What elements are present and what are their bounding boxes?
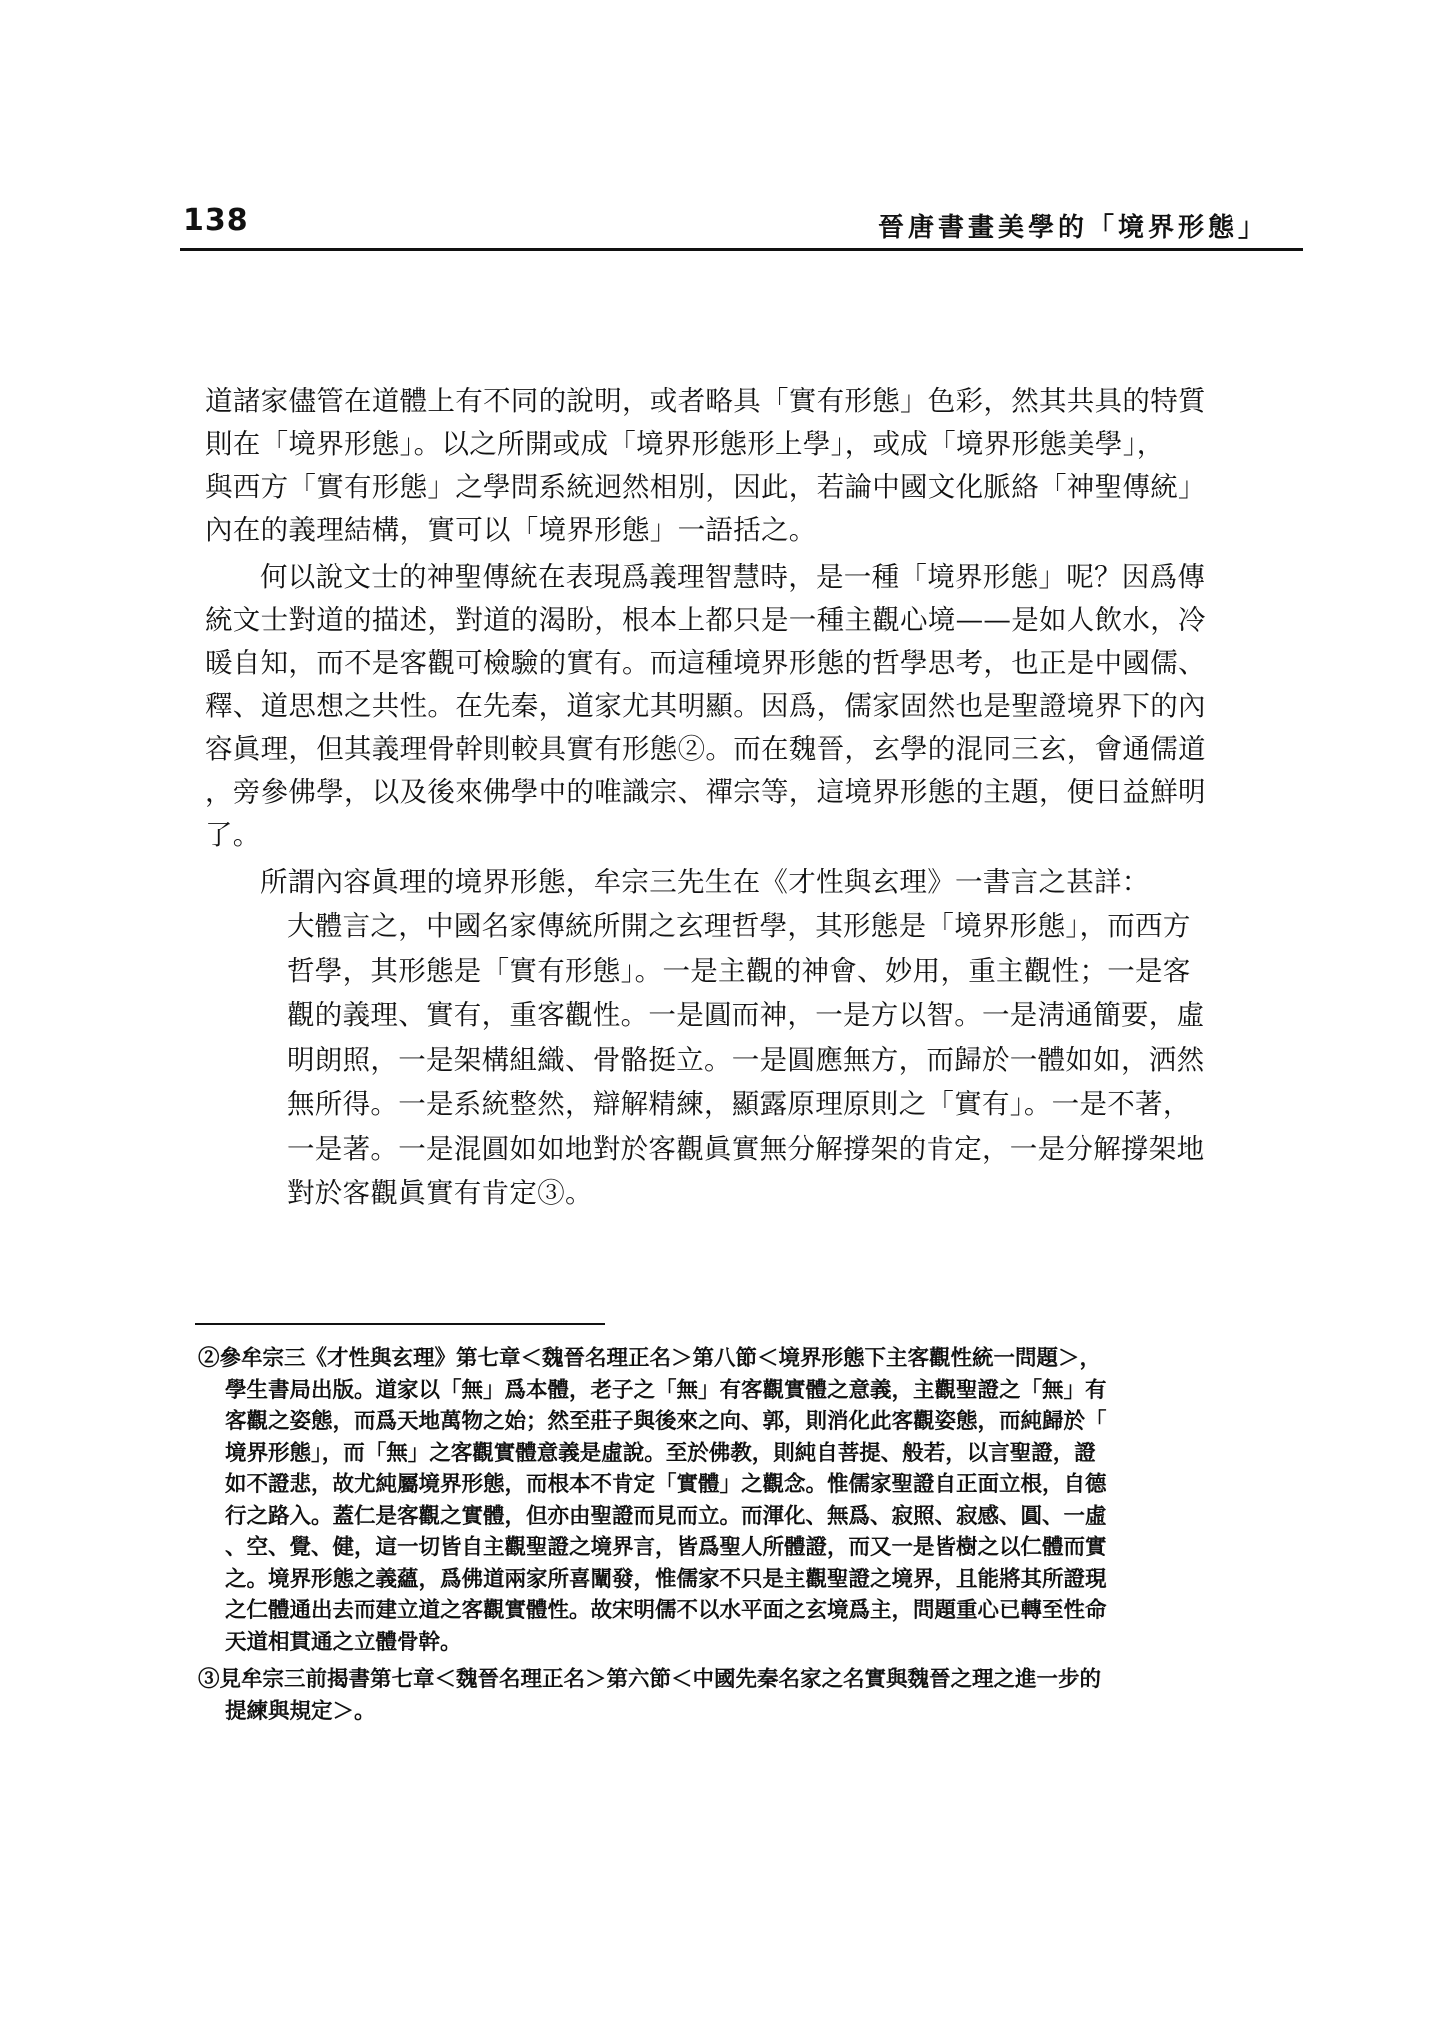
text-line: 暖自知，而不是客觀可檢驗的實有。而這種境界形態的哲學思考，也正是中國儒、 xyxy=(205,647,1206,679)
footnote-3 xyxy=(198,1664,1308,1727)
quote-line: 無所得。一是系統整然，辯解精練，顯露原理原則之「實有」。一是不著， xyxy=(287,1088,1191,1120)
footnote-line: 如不證悲，故尤純屬境界形態，而根本不肯定「實體」之觀念。惟儒家聖證自正面立根，自德 xyxy=(225,1472,1107,1497)
text-line: 道諸家儘管在道體上有不同的說明，或者略具「實有形態」色彩，然其共具的特質 xyxy=(205,385,1206,417)
footnote-line: 境界形態」，而「無」之客觀實體意義是虛說。至於佛教，則純自菩提、般若，以言聖證，證 xyxy=(225,1440,1096,1466)
text-line: ，旁參佛學，以及後來佛學中的唯識宗、禪宗等，這境界形態的主題，便日益鮮明 xyxy=(205,776,1206,808)
footnotes xyxy=(198,1343,1308,1727)
page-number: 138 xyxy=(183,203,249,238)
text-line: 了。 xyxy=(205,819,261,851)
paragraph-2 xyxy=(205,556,1290,857)
text-line: 釋、道思想之共性。在先秦，道家尤其明顯。因爲，儒家固然也是聖證境界下的內 xyxy=(205,690,1206,722)
footnote-line: 學生書局出版。道家以「無」爲本體，老子之「無」有客觀實體之意義，主觀聖證之「無」有 xyxy=(225,1377,1107,1403)
text-line: 何以說文士的神聖傳統在表現爲義理智慧時，是一種「境界形態」呢？因爲傳 xyxy=(260,561,1206,593)
main-text xyxy=(205,380,1290,1216)
text-line: 統文士對道的描述，對道的渴盼，根本上都只是一種主觀心境——是如人飲水，冷 xyxy=(205,604,1206,636)
footnote-line: 之仁體通出去而建立道之客觀實體性。故宋明儒不以水平面之玄境爲主，問題重心已轉至性命 xyxy=(225,1598,1107,1623)
footnote-line: 行之路入。蓋仁是客觀之實體，但亦由聖證而見而立。而渾化、無爲、寂照、寂感、圓、一虛 xyxy=(225,1503,1107,1529)
footnote-rule xyxy=(195,1323,605,1325)
quote-line: 對於客觀眞實有肯定③。 xyxy=(287,1177,593,1209)
text-line: 與西方「實有形態」之學問系統迥然相別，因此，若論中國文化脈絡「神聖傳統」 xyxy=(205,471,1206,503)
paragraph-1 xyxy=(205,380,1290,552)
footnote-line: 之。境界形態之義蘊，爲佛道兩家所喜闡發，惟儒家不只是主觀聖證之境界，且能將其所證現 xyxy=(225,1566,1107,1592)
text-line: 所謂內容眞理的境界形態，牟宗三先生在《才性與玄理》一書言之甚詳： xyxy=(260,866,1150,898)
footnote-line: 、空、覺、健，這一切皆自主觀聖證之境界言，皆爲聖人所體證，而又一是皆樹之以仁體而實 xyxy=(225,1535,1107,1560)
footnote-line: 天道相貫通之立體骨幹。 xyxy=(225,1629,462,1655)
quote-line: 哲學，其形態是「實有形態」。一是主觀的神會、妙用，重主觀性；一是客 xyxy=(287,954,1191,987)
footnote-2 xyxy=(198,1343,1308,1658)
quote-line: 觀的義理、實有，重客觀性。一是圓而神，一是方以智。一是淸通簡要，虛 xyxy=(287,999,1205,1031)
quote-line: 一是著。一是混圓如如地對於客觀眞實無分解撐架的肯定，一是分解撐架地 xyxy=(287,1132,1205,1165)
footnote-line: 客觀之姿態，而爲天地萬物之始；然至莊子與後來之向、郭，則消化此客觀姿態，而純歸於「 xyxy=(225,1409,1107,1434)
header-rule xyxy=(180,248,1303,251)
paragraph-3 xyxy=(205,861,1290,904)
running-head: 晉唐書畫美學的「境界形態」 xyxy=(877,213,1268,243)
block-quote xyxy=(205,904,1290,1216)
text-line: 容眞理，但其義理骨幹則較具實有形態②。而在魏晉，玄學的混同三玄，會通儒道 xyxy=(205,733,1206,765)
text-line: 則在「境界形態」。以之所開或成「境界形態形上學」，或成「境界形態美學」， xyxy=(205,428,1165,460)
footnote-line: ③見牟宗三前揭書第七章＜魏晉名理正名＞第六節＜中國先秦名家之名實與魏晉之理之進一步的 xyxy=(198,1667,1102,1692)
quote-line: 大體言之，中國名家傳統所開之玄理哲學，其形態是「境界形態」，而西方 xyxy=(287,910,1191,942)
footnote-line: 提練與規定＞。 xyxy=(225,1698,376,1724)
text-line: 內在的義理結構，實可以「境界形態」一語括之。 xyxy=(205,514,817,546)
quote-line: 明朗照，一是架構組織、骨骼挺立。一是圓應無方，而歸於一體如如，洒然 xyxy=(287,1043,1205,1076)
footnote-line: ②參牟宗三《才性與玄理》第七章＜魏晉名理正名＞第八節＜境界形態下主客觀性統一問題＞， xyxy=(198,1346,1102,1371)
